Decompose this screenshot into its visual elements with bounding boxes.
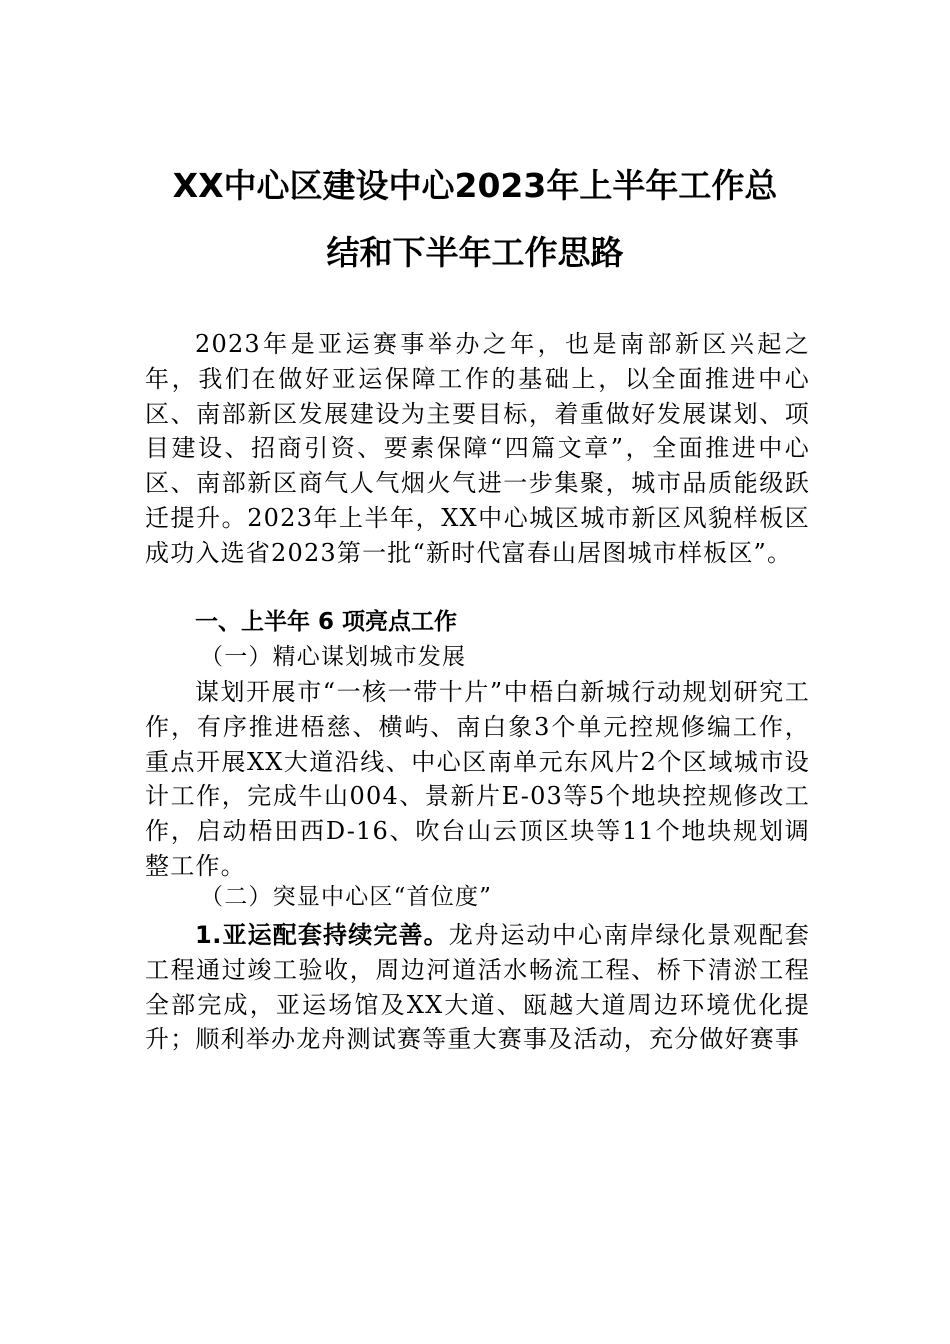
asian-games-text: 龙舟运动中心南岸绿化景观配套工程通过竣工验收，周边河道活水畅流工程、桥下清淤工程全部完成，亚运场馆及XX大道、瓯越大道周边环境优化提升；顺利举办龙舟测试赛等重大赛事及活动，充分做好赛事 — [145, 921, 810, 1054]
urban-planning-paragraph: 谋划开展市“一核一带十片”中梧白新城行动规划研究工作，有序推进梧慈、横屿、南白象3个单元控规修编工作，重点开展XX大道沿线、中心区南单元东风片2个区域城市设计工作，完成牛山004、景新片E-03等5个地块控规修改工作，启动梧田西D-16、吹台山云顶区块等11个地块规划调整工作。 — [145, 678, 810, 880]
section-heading-prefix: 一、上半年 — [195, 609, 310, 635]
document-title-line-1: XX中心区建设中心2023年上半年工作总 — [172, 166, 778, 205]
section-heading-number: 6 — [318, 609, 335, 635]
asian-games-paragraph — [145, 918, 810, 1057]
intro-paragraph: 2023年是亚运赛事举办之年，也是南部新区兴起之年，我们在做好亚运保障工作的基础上，以全面推进中心区、南部新区发展建设为主要目标，着重做好发展谋划、项目建设、招商引资、要素保障“四篇文章”，全面推进中心区、南部新区商气人气烟火气进一步集聚，城市品质能级跃迁提升。2023年上半年，XX中心城区城市新区风貌样板区成功入选省2023第一批“新时代富春山居图城市样板区”。 — [145, 330, 810, 567]
subsection-heading-urban-planning: （一）精心谋划城市发展 — [200, 644, 467, 670]
section-heading-highlights — [195, 606, 457, 638]
section-heading-suffix: 项亮点工作 — [342, 609, 458, 635]
document-title-line-2: 结和下半年工作思路 — [326, 233, 624, 272]
subsection-heading-primacy: （二）突显中心区“首位度” — [200, 884, 493, 910]
asian-games-lead: 1.亚运配套持续完善。 — [195, 921, 449, 949]
